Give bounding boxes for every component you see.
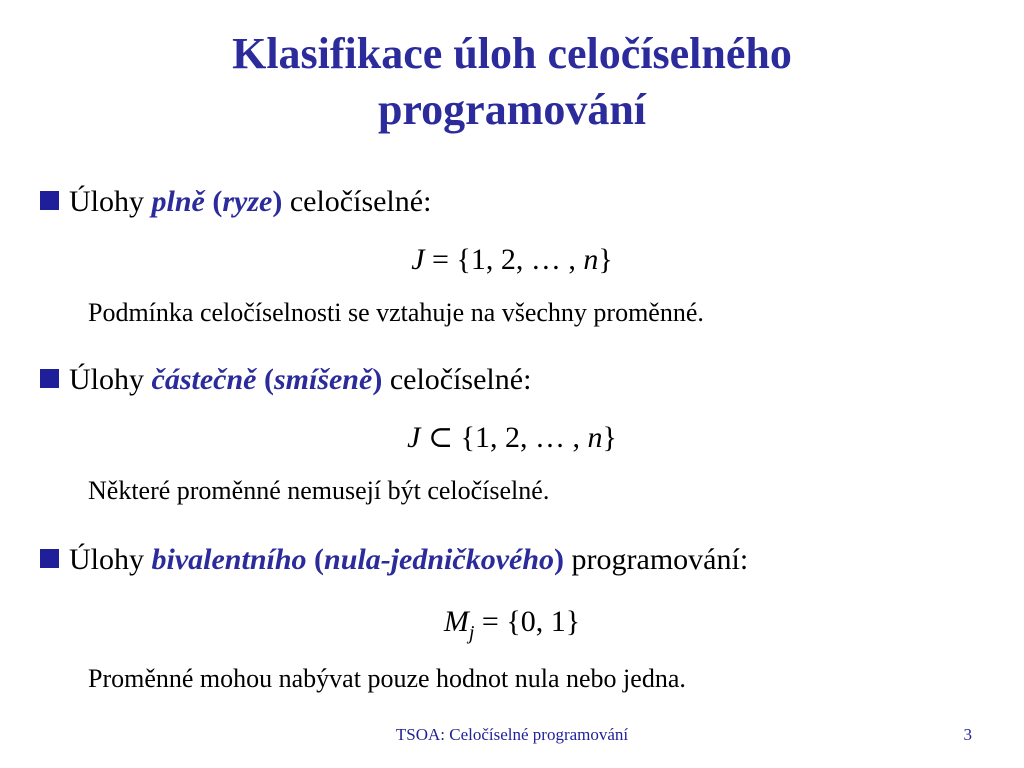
square-bullet-icon xyxy=(40,369,59,388)
formula-variable: M xyxy=(443,605,469,638)
bullet-paren-close: ) xyxy=(272,185,283,218)
bullet-term: plně xyxy=(151,185,205,218)
formula-2 xyxy=(0,418,1024,458)
bullet-paren-close: ) xyxy=(554,543,565,576)
bullet-alt-term: smíšeně xyxy=(273,363,373,396)
bullet-tail: celočíselné: xyxy=(282,185,432,218)
bullet-alt-term: ryze xyxy=(222,185,273,218)
bullet-paren-close: ) xyxy=(372,363,383,396)
note-1: Podmínka celočíselnosti se vztahuje na všechny proměnné. xyxy=(88,298,704,327)
formula-3 xyxy=(0,602,1024,642)
bullet-alt-term: nula-jedničkového xyxy=(324,543,555,576)
bullet-item-3 xyxy=(40,540,748,580)
bullet-term: částečně xyxy=(151,363,257,396)
slide-title-line-1: Klasifikace úloh celočíselného xyxy=(232,29,792,78)
note-2: Některé proměnné nemusejí být celočíselné. xyxy=(88,476,550,505)
bullet-paren-open: ( xyxy=(256,363,274,396)
formula-subscript: j xyxy=(468,622,475,644)
bullet-lead: Úlohy xyxy=(69,363,152,396)
formula-variable: J xyxy=(411,243,425,276)
bullet-item-2 xyxy=(40,360,531,400)
formula-last-element: n xyxy=(583,243,599,276)
square-bullet-icon xyxy=(40,191,59,210)
formula-close: } xyxy=(598,243,613,276)
formula-close: } xyxy=(602,421,617,454)
slide-title xyxy=(0,26,1024,138)
formula-relation: = {0, 1} xyxy=(474,605,581,638)
slide-title-line-2: programování xyxy=(377,85,647,134)
page-number: 3 xyxy=(963,725,972,744)
bullet-paren-open: ( xyxy=(204,185,223,218)
formula-last-element: n xyxy=(587,421,603,454)
bullet-tail: celočíselné: xyxy=(382,363,532,396)
bullet-term: bivalentního xyxy=(151,543,307,576)
bullet-paren-open: ( xyxy=(306,543,325,576)
formula-1 xyxy=(0,240,1024,280)
bullet-item-1 xyxy=(40,182,431,222)
footer-text: TSOA: Celočíselné programování xyxy=(395,725,629,744)
note-3: Proměnné mohou nabývat pouze hodnot nula nebo jedna. xyxy=(88,664,686,693)
bullet-tail: programování: xyxy=(564,543,749,576)
square-bullet-icon xyxy=(40,549,59,568)
bullet-lead: Úlohy xyxy=(69,543,152,576)
formula-relation: = {1, 2, … , xyxy=(424,243,584,276)
bullet-lead: Úlohy xyxy=(69,185,152,218)
formula-relation: ⊂ {1, 2, … , xyxy=(420,421,588,454)
formula-variable: J xyxy=(407,421,421,454)
